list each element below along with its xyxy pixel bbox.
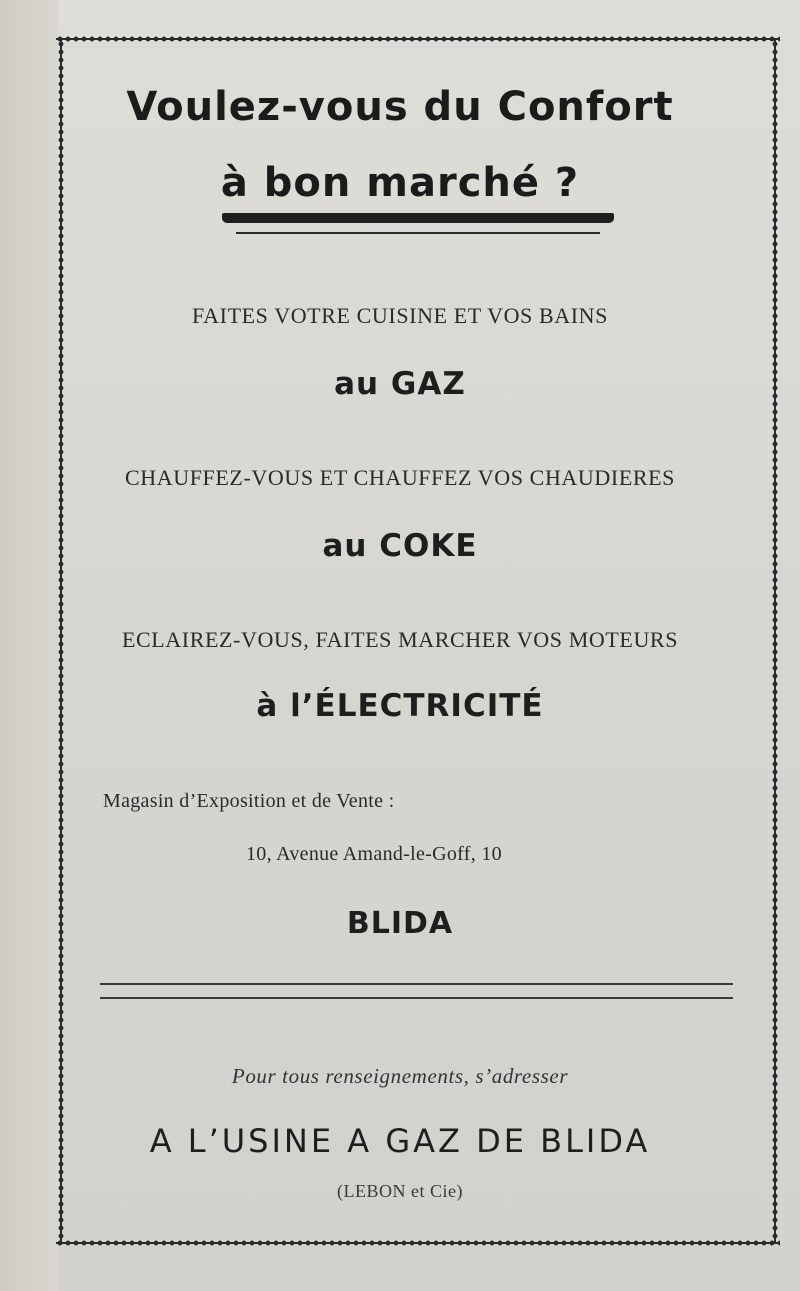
usine-heading: A L’USINE A GAZ DE BLIDA — [149, 1122, 651, 1160]
coke-heading: au COKE — [322, 528, 478, 564]
eclairez-line: ECLAIREZ-VOUS, FAITES MARCHER VOS MOTEURS — [121, 627, 679, 652]
electricite-heading: à l’ÉLECTRICITÉ — [256, 688, 544, 724]
chauffez-line: CHAUFFEZ-VOUS ET CHAUFFEZ VOS CHAUDIERES — [124, 465, 676, 490]
address-line: 10, Avenue Amand-le-Goff, 10 — [246, 843, 502, 865]
headline-line-1: Voulez-vous du Confort — [126, 84, 674, 130]
frame-border-top — [56, 34, 780, 44]
title-underline-thin — [236, 232, 600, 234]
divider-rule-bottom — [100, 997, 733, 999]
city-name: BLIDA — [346, 906, 454, 941]
cuisine-line: FAITES VOTRE CUISINE ET VOS BAINS — [191, 303, 609, 328]
gaz-heading: au GAZ — [334, 366, 466, 402]
company-name: (LEBON et Cie) — [337, 1181, 463, 1201]
title-underline-thick — [222, 213, 614, 223]
headline-line-2: à bon marché ? — [220, 160, 580, 206]
renseignements-line: Pour tous renseignements, s’adresser — [231, 1064, 569, 1088]
magasin-label: Magasin d’Exposition et de Vente : — [103, 790, 395, 812]
frame-border-bottom — [56, 1238, 780, 1248]
divider-rule-top — [100, 983, 733, 985]
